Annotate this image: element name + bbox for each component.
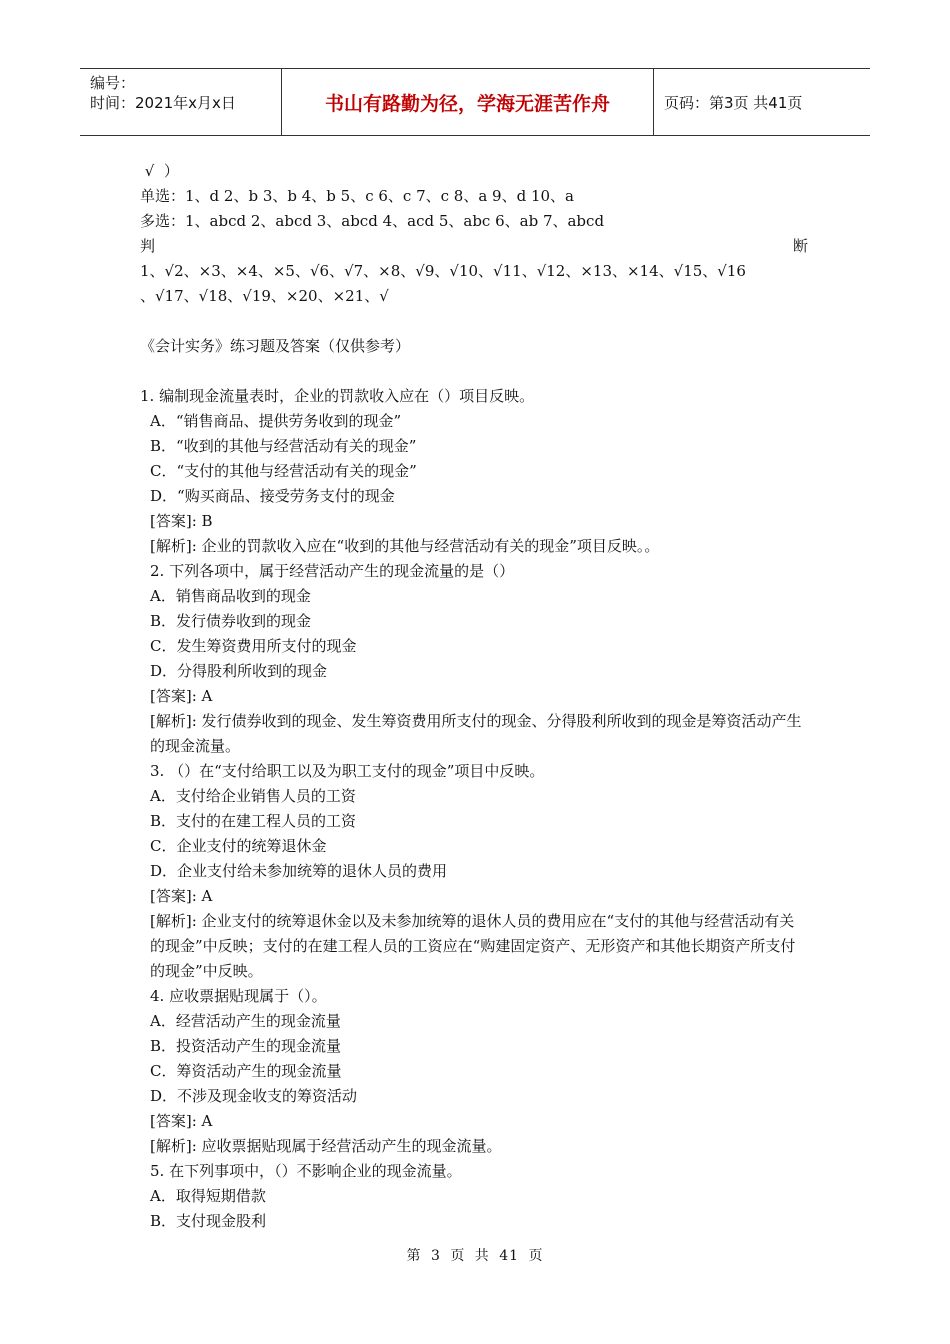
answer: [答案]: A xyxy=(150,1112,213,1130)
footer-text: 页 xyxy=(450,1248,466,1264)
option-c: C．企业支付的统筹退休金 xyxy=(150,837,327,855)
document-body xyxy=(140,159,808,1234)
doc-number-label: 编号： xyxy=(90,74,136,92)
question-4 xyxy=(140,984,808,1159)
section-title: 《会计实务》练习题及答案（仅供参考） xyxy=(140,337,411,355)
judge-answers-line-1: 1、√2、×3、×4、×5、√6、√7、×8、√9、√10、√11、√12、×13、×14、√15、√16 xyxy=(140,262,746,280)
question-text: 2. 下列各项中，属于经营活动产生的现金流量的是（） xyxy=(150,562,515,580)
question-1 xyxy=(140,384,808,559)
option-a: A．经营活动产生的现金流量 xyxy=(150,1012,341,1030)
page-footer xyxy=(0,1245,950,1265)
option-c: C．发生筹资费用所支付的现金 xyxy=(150,637,357,655)
option-c: C．筹资活动产生的现金流量 xyxy=(150,1062,342,1080)
option-d: D．分得股利所收到的现金 xyxy=(150,662,328,680)
footer-text: 第 xyxy=(406,1248,422,1264)
judge-right-char: 断 xyxy=(792,237,808,255)
header-motto: 书山有路勤为径，学海无涯苦作舟 xyxy=(282,69,654,135)
question-2 xyxy=(140,559,808,759)
option-d: D．不涉及现金收支的筹资活动 xyxy=(150,1087,358,1105)
question-3 xyxy=(140,759,808,984)
question-text: 1. 编制现金流量表时，企业的罚款收入应在（）项目反映。 xyxy=(140,387,535,405)
analysis: [解析]: 发行债券收到的现金、发生筹资费用所支付的现金、分得股利所收到的现金是筹资活动产生的现金流量。 xyxy=(150,712,802,755)
question-text: 3. （）在“支付给职工以及为职工支付的现金”项目中反映。 xyxy=(150,762,545,780)
judge-left-char: 判 xyxy=(140,237,156,255)
analysis: [解析]: 企业支付的统筹退休金以及未参加统筹的退休人员的费用应在“支付的其他与经营活动有关的现金”中反映；支付的在建工程人员的工资应在“购建固定资产、无形资产和其他长期资产所支付的现金”中反映。 xyxy=(150,912,796,980)
option-b: B．投资活动产生的现金流量 xyxy=(150,1037,342,1055)
judge-answers-line-2: 、√17、√18、√19、×20、×21、√ xyxy=(140,287,389,305)
answer: [答案]: B xyxy=(150,512,213,530)
judge-heading xyxy=(140,234,808,259)
question-5 xyxy=(140,1159,808,1234)
footer-text: 页 xyxy=(528,1248,544,1264)
footer-page-number: 3 xyxy=(430,1248,441,1264)
footer-total-pages: 41 xyxy=(499,1248,520,1264)
option-b: B．支付现金股利 xyxy=(150,1212,267,1230)
header-page-label: 页码：第3页 共41页 xyxy=(664,93,803,112)
question-text: 4. 应收票据贴现属于（）。 xyxy=(150,987,327,1005)
multi-choice-answers: 多选：1、abcd 2、abcd 3、abcd 4、acd 5、abc 6、ab 7、abcd xyxy=(140,212,605,230)
footer-text: 共 xyxy=(474,1248,490,1264)
option-a: A．“销售商品、提供劳务收到的现金” xyxy=(150,412,402,430)
option-a: A．销售商品收到的现金 xyxy=(150,587,311,605)
doc-time-label: 时间：2021年x月x日 xyxy=(90,94,236,112)
header-meta xyxy=(80,69,282,135)
option-a: A．支付给企业销售人员的工资 xyxy=(150,787,356,805)
option-a: A．取得短期借款 xyxy=(150,1187,266,1205)
question-text: 5. 在下列事项中，（）不影响企业的现金流量。 xyxy=(150,1162,462,1180)
option-c: C．“支付的其他与经营活动有关的现金” xyxy=(150,462,417,480)
single-choice-answers: 单选：1、d 2、b 3、b 4、b 5、c 6、c 7、c 8、a 9、d 10、a xyxy=(140,187,574,205)
option-b: B．发行债券收到的现金 xyxy=(150,612,312,630)
answer-check-line: √ ） xyxy=(140,162,179,180)
option-b: B．支付的在建工程人员的工资 xyxy=(150,812,357,830)
option-d: D．“购买商品、接受劳务支付的现金 xyxy=(150,487,395,505)
answer: [答案]: A xyxy=(150,687,213,705)
analysis: [解析]: 应收票据贴现属于经营活动产生的现金流量。 xyxy=(150,1137,502,1155)
option-b: B．“收到的其他与经营活动有关的现金” xyxy=(150,437,417,455)
analysis: [解析]: 企业的罚款收入应在“收到的其他与经营活动有关的现金”项目反映。。 xyxy=(150,537,660,555)
page-header xyxy=(80,68,870,136)
option-d: D．企业支付给未参加统筹的退休人员的费用 xyxy=(150,862,448,880)
answer: [答案]: A xyxy=(150,887,213,905)
